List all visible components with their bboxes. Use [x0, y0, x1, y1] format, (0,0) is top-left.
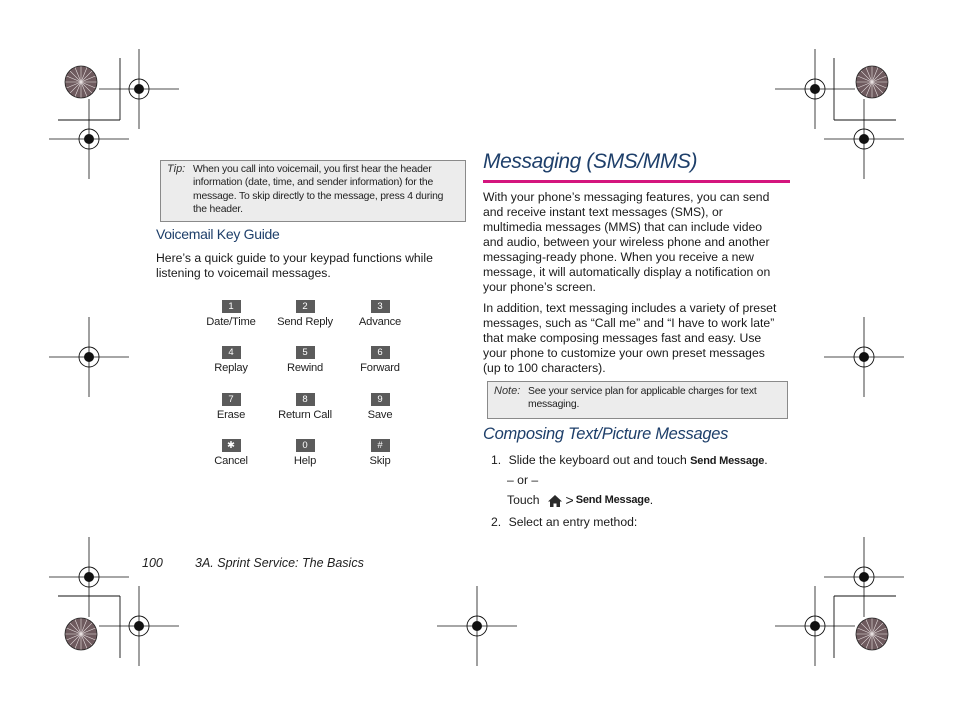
note-label: Note:	[494, 385, 521, 397]
key-guide-item: 8 Return Call	[278, 394, 332, 421]
messaging-title: Messaging (SMS/MMS)	[483, 150, 698, 173]
key-guide-item: 2 Send Reply	[277, 301, 333, 328]
step-2-text: Select an entry method:	[508, 515, 638, 529]
key-guide-item: ✱ Cancel	[214, 440, 248, 467]
note-box	[487, 381, 788, 419]
section-footer: 3A. Sprint Service: The Basics	[195, 556, 364, 570]
key-6: 6	[371, 346, 390, 359]
registration-star-bottom-left	[65, 618, 97, 650]
key-0: 0	[296, 439, 315, 452]
tip-box	[160, 160, 466, 222]
step-1: 1. Slide the keyboard out and touch Send Message.	[491, 453, 768, 467]
key-guide-item: 9 Save	[367, 394, 393, 421]
page-number: 100	[142, 556, 163, 570]
key-3: 3	[371, 300, 390, 313]
step-2	[491, 515, 637, 530]
send-message-label-2: Send Message	[575, 494, 650, 506]
messaging-paragraph-1: With your phone’s messaging features, you can send and receive instant text messages (SMS), or multimedia messages (MMS) that can include video and audio, between your wireless phone and another messaging-ready phone. When you receive a new message, it will automatically display a notification on your phone’s screen.	[483, 190, 771, 294]
key-1: 1	[222, 300, 241, 313]
voicemail-guide-intro: Here’s a quick guide to your keypad functions while listening to voicemail messages.	[156, 251, 433, 280]
key-guide-item: 0 Help	[293, 440, 317, 467]
tip-text: When you call into voicemail, you first hear the header information (date, time, and sender information) for the message. To skip directly to the message, press 4 during the header.	[193, 164, 444, 215]
registration-star-top-left	[65, 66, 97, 98]
or-separator: – or –	[507, 473, 539, 487]
key-5: 5	[296, 346, 315, 359]
key-pound: #	[371, 439, 390, 452]
step-1-number: 1.	[491, 453, 502, 467]
home-icon	[547, 494, 563, 508]
key-guide-item: 7 Erase	[216, 394, 246, 421]
key-9: 9	[371, 393, 390, 406]
key-guide-item: 3 Advance	[358, 301, 402, 328]
key-guide-item: # Skip	[369, 440, 391, 467]
touch-text: Touch	[507, 493, 540, 507]
messaging-paragraph-2: In addition, text messaging includes a variety of preset messages, such as “Call me” and “I have to work late” that make composing messages fast and easy. Use your phone to customize your own preset messages (up to 100 characters).	[483, 301, 777, 375]
key-4: 4	[222, 346, 241, 359]
key-guide-item: 5 Rewind	[286, 347, 324, 374]
chevron-right-icon: >	[565, 492, 574, 508]
section-rule	[483, 180, 790, 183]
registration-star-top-right	[856, 66, 888, 98]
voicemail-key-guide-heading: Voicemail Key Guide	[156, 226, 280, 242]
step-2-number: 2.	[491, 515, 502, 529]
key-star: ✱	[222, 439, 241, 452]
key-guide-item: 1 Date/Time	[206, 301, 256, 328]
send-message-label: Send Message	[690, 455, 765, 467]
key-guide-item: 6 Forward	[360, 347, 400, 374]
registration-star-bottom-right	[856, 618, 888, 650]
key-guide-item: 4 Replay	[214, 347, 248, 374]
key-8: 8	[296, 393, 315, 406]
note-text: See your service plan for applicable charges for text messaging.	[528, 386, 757, 411]
touch-instruction: Touch > Send Message .	[507, 492, 654, 508]
step-1-text: Slide the keyboard out and touch	[508, 453, 687, 467]
composing-title: Composing Text/Picture Messages	[483, 425, 729, 443]
tip-label: Tip:	[167, 163, 186, 175]
key-7: 7	[222, 393, 241, 406]
key-2: 2	[296, 300, 315, 313]
